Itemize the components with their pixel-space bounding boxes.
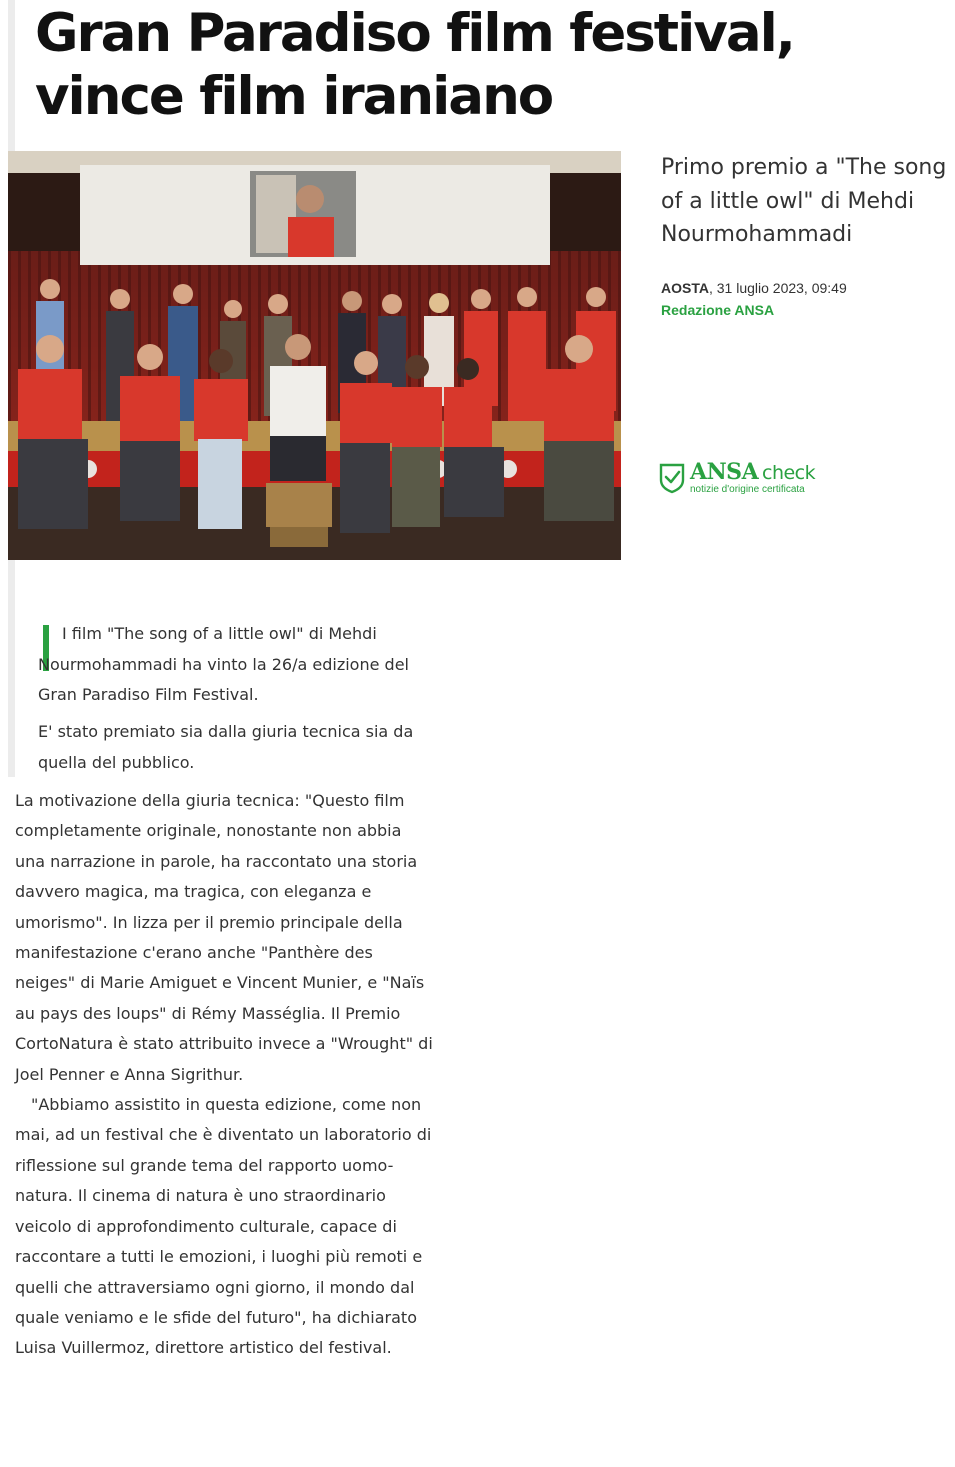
ansa-tagline: notizie d'origine certificata	[690, 484, 805, 495]
dateline-datetime: , 31 luglio 2023, 09:49	[708, 280, 847, 296]
shield-check-icon	[659, 462, 685, 494]
article-photo[interactable]	[8, 151, 621, 560]
article-body	[15, 786, 435, 1364]
body-paragraph: "Abbiamo assistito in questa edizione, come non mai, ad un festival che è diventato un laboratorio di riflessione sul grande tema del rapporto uomo-natura. Il cinema di natura è uno straordinario veicolo di approfondimento culturale, capace di raccontare a tutti le emozioni, i luoghi più remoti e quelli che attraversiamo ogni giorno, il mondo dal quale veniamo e le sfide del futuro", ha dichiarato Luisa Vuillermoz, direttore artistico del festival.	[15, 1095, 432, 1358]
ansa-check-badge[interactable]	[659, 460, 839, 496]
article-lead-2: E' stato premiato sia dalla giuria tecnica sia da quella del pubblico.	[38, 722, 414, 772]
article-subtitle: Primo premio a "The song of a little owl" di Mehdi Nourmohammadi	[661, 155, 947, 247]
ansa-brand: ANSA	[690, 459, 759, 485]
author-link[interactable]: Redazione ANSA	[661, 302, 775, 318]
dateline	[661, 278, 847, 298]
body-paragraph: La motivazione della giuria tecnica: "Questo film completamente originale, nonostante non abbia una narrazione in parole, ha raccontato una storia davvero magica, ma tragica, con eleganza e umorismo". In lizza per il premio principale della manifestazione c'erano anche "Panthère des neiges" di Marie Amiguet e Vincent Munier, e "Naïs au pays des loups" di Rémy Masséglia. Il Premio CortoNatura è stato attribuito invece a "Wrought" di Joel Penner e Anna Sigrithur.	[15, 791, 433, 1084]
dateline-location: AOSTA	[661, 280, 709, 296]
article-lead: I film "The song of a little owl" di Mehdi Nourmohammadi ha vinto la 26/a edizione del Gran Paradiso Film Festival.	[38, 624, 409, 704]
article-title: Gran Paradiso film festival, vince film iraniano	[35, 3, 794, 127]
ansa-check-word: check	[762, 462, 816, 484]
